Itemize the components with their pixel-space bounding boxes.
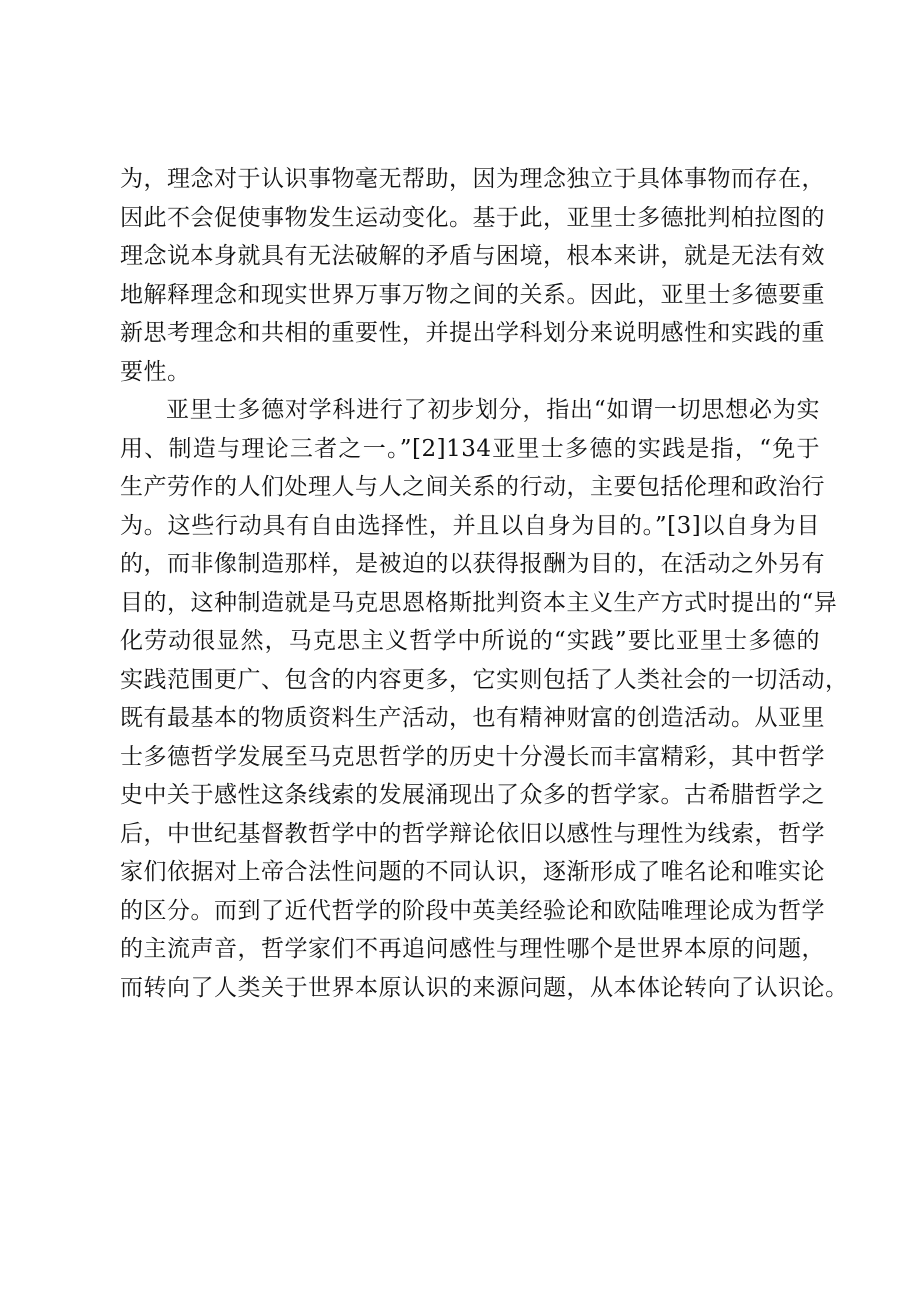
text-line: 士多德哲学发展至马克思哲学的历史十分漫长而丰富精彩，其中哲学: [120, 743, 825, 770]
text-line: 理念说本身就具有无法破解的矛盾与困境，根本来讲，就是无法有效: [120, 243, 825, 269]
text-line: 实践范围更广、包含的内容更多，它实则包括了人类社会的一切活动，: [120, 666, 849, 693]
paragraph-2: [120, 391, 849, 1007]
text-line: 为，理念对于认识事物毫无帮助，因为理念独立于具体事物而存在，: [120, 166, 825, 192]
text-line: 目的，这种制造就是马克思恩格斯批判资本主义生产方式时提出的“异: [120, 589, 838, 616]
text-line: 用、制造与理论三者之一。”[2]134亚里士多德的实践是指，“免于: [120, 435, 820, 462]
text-line: 史中关于感性这条线索的发展涌现出了众多的哲学家。古希腊哲学之: [120, 782, 825, 808]
text-line: 既有最基本的物质资料生产活动，也有精神财富的创造活动。从亚里: [120, 705, 825, 731]
text-line: 要性。: [120, 358, 191, 385]
text-line: 地解释理念和现实世界万事万物之间的关系。因此，亚里士多德要重: [120, 281, 825, 308]
text-line: 为。这些行动具有自由选择性，并且以自身为目的。”[3]以自身为目: [120, 512, 820, 539]
text-line: 的区分。而到了近代哲学的阶段中英美经验论和欧陆唯理论成为哲学: [120, 897, 825, 924]
text-line: 新思考理念和共相的重要性，并提出学科划分来说明感性和实践的重: [120, 320, 825, 346]
text-line: 的，而非像制造那样，是被迫的以获得报酬为目的，在活动之外另有: [120, 551, 825, 577]
text-line: 的主流声音，哲学家们不再追问感性与理性哪个是世界本原的问题，: [120, 936, 825, 962]
text-line: 而转向了人类关于世界本原认识的来源问题，从本体论转向了认识论。: [120, 974, 849, 1001]
text-line: 亚里士多德对学科进行了初步划分，指出“如谓一切思想必为实: [166, 397, 820, 423]
text-line: 后，中世纪基督教哲学中的哲学辩论依旧以感性与理性为线索，哲学: [120, 820, 825, 847]
body-text: [120, 160, 849, 1007]
text-line: 生产劳作的人们处理人与人之间关系的行动，主要包括伦理和政治行: [120, 474, 825, 500]
text-line: 家们依据对上帝合法性问题的不同认识，逐渐形成了唯名论和唯实论: [120, 859, 825, 885]
text-line: 化劳动很显然，马克思主义哲学中所说的“实践”要比亚里士多德的: [120, 628, 820, 654]
text-line: 因此不会促使事物发生运动变化。基于此，亚里士多德批判柏拉图的: [120, 204, 825, 231]
paragraph-1: [120, 160, 825, 391]
